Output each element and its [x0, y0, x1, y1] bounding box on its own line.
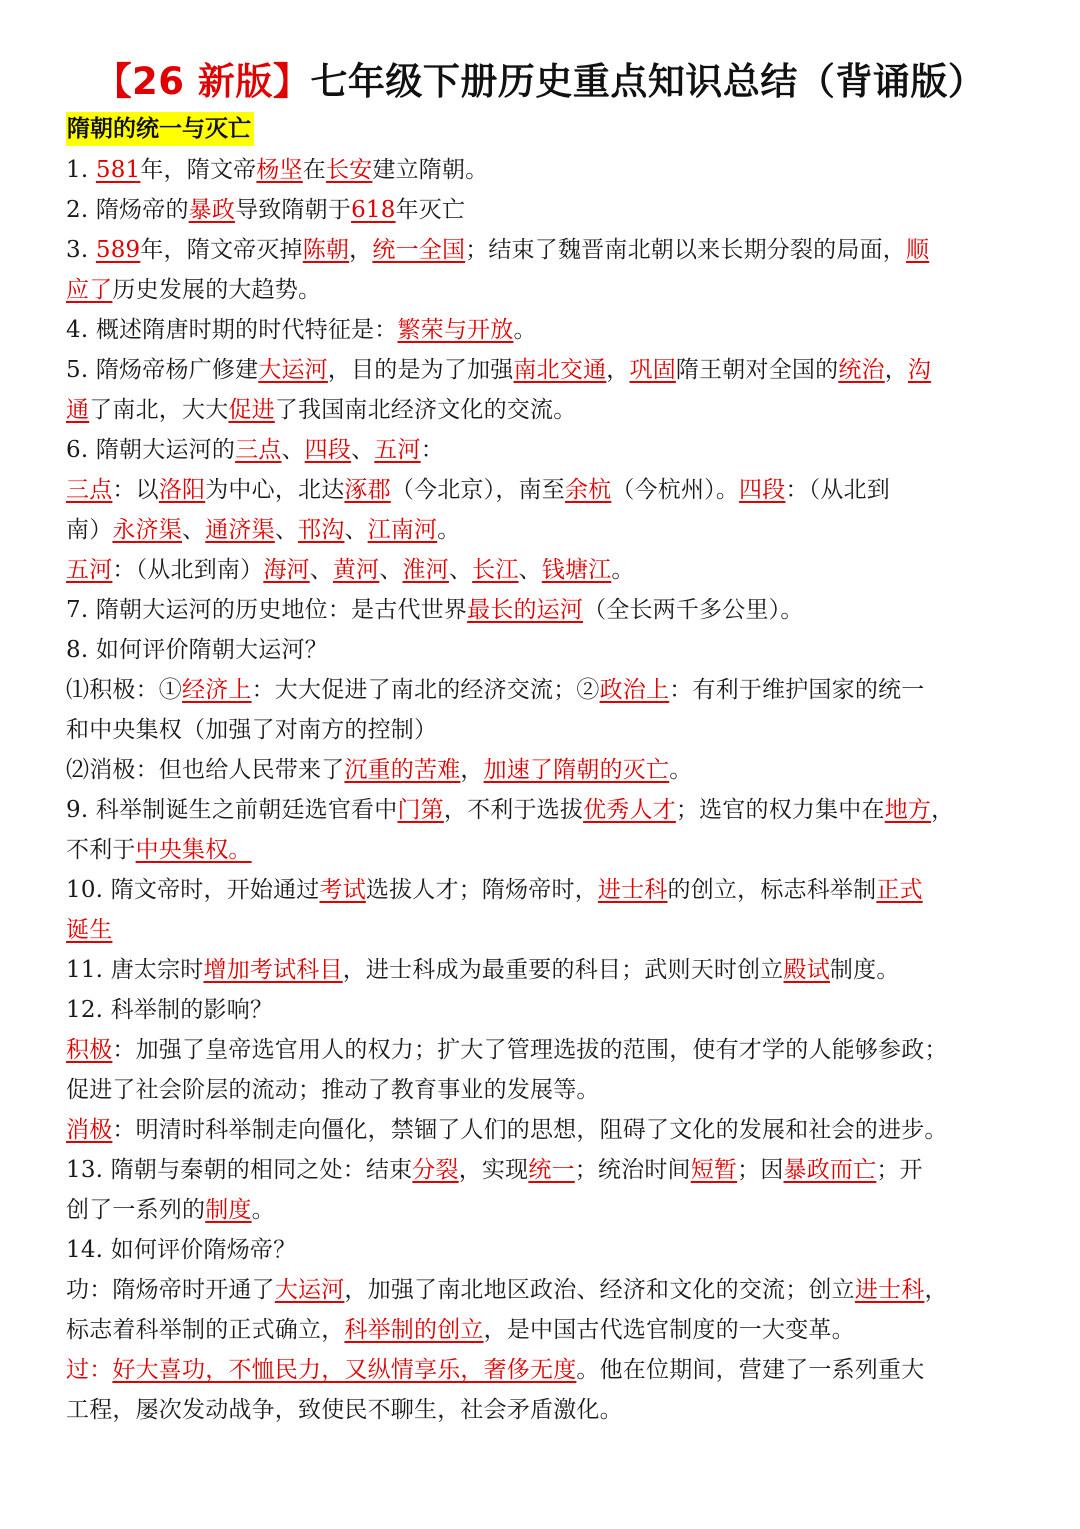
line-text: （全长两千多公里）。 — [583, 597, 804, 623]
key-term: 杨坚 — [256, 157, 303, 183]
key-term: 统一全国 — [372, 237, 466, 263]
key-term: 统治 — [838, 357, 885, 383]
line-text: ⑵消极：但也给人民带来了 — [66, 757, 345, 783]
key-term: 五河 — [66, 557, 113, 583]
line-text: 、 — [274, 517, 299, 543]
line-text: 不利于 — [66, 837, 136, 863]
key-term: 四段 — [739, 477, 786, 503]
key-term: 589 — [95, 237, 141, 263]
line-text: 4. 概述隋唐时期的时代特征是： — [66, 317, 398, 343]
text-line — [66, 350, 1026, 390]
key-term: 殿试 — [783, 957, 830, 983]
line-text: 8. 如何评价隋朝大运河？ — [66, 637, 328, 663]
key-term: 顺 — [906, 237, 930, 263]
key-term: 洛阳 — [158, 477, 206, 503]
key-term: 增加考试科目 — [203, 957, 343, 983]
title-main: 七年级下册历史重点知识总结（背诵版） — [310, 60, 986, 103]
line-text: 了我国南北经济文化的交流。 — [274, 397, 577, 423]
key-term: 诞生 — [66, 917, 113, 943]
key-term: 大运河 — [274, 1277, 345, 1303]
text-line — [66, 310, 1026, 350]
line-text: 和中央集权（加强了对南方的控制） — [66, 717, 438, 743]
line-text: 、 — [182, 517, 206, 543]
key-term: 暴政而亡 — [783, 1157, 877, 1183]
line-text: ：明清时科举制走向僵化，禁锢了人们的思想，阻碍了文化的发展和社会的进步。 — [112, 1117, 948, 1143]
key-term: 海河 — [263, 557, 310, 583]
key-term: 永济渠 — [112, 517, 183, 543]
line-text: 6. 隋朝大运河的 — [66, 437, 236, 463]
line-text: 南） — [66, 517, 113, 543]
text-line — [66, 430, 1026, 470]
key-term: 581 — [95, 157, 141, 183]
key-term: 最长的运河 — [467, 597, 584, 623]
line-text: ， — [460, 757, 484, 783]
text-line — [66, 590, 1026, 630]
text-line — [66, 150, 1026, 190]
line-text: 为中心，北达 — [205, 477, 345, 503]
line-text: ，不利于选拔 — [443, 797, 584, 823]
text-line — [66, 1070, 1026, 1110]
line-text: 、 — [281, 437, 305, 463]
key-term: 陈朝 — [302, 237, 350, 263]
key-term: 618 — [351, 197, 396, 223]
line-text: （今北京），南至 — [390, 477, 565, 503]
line-text: 年，隋文帝灭掉 — [140, 237, 303, 263]
text-line — [66, 1190, 1026, 1230]
line-text: 14. 如何评价隋炀帝？ — [66, 1237, 297, 1263]
line-text: 11. 唐太宗时 — [66, 957, 204, 983]
text-line — [66, 1390, 1026, 1430]
key-term: 短暂 — [690, 1157, 738, 1183]
text-line — [66, 750, 1026, 790]
line-text: 的创立，标志科举制 — [667, 877, 877, 903]
line-text: 。他在位期间，营建了一系列重大 — [576, 1357, 925, 1383]
line-text: ⑴积极：① — [66, 677, 182, 703]
key-term: 繁荣与开放 — [397, 317, 514, 343]
key-term: 加速了隋朝的灭亡 — [483, 757, 670, 783]
line-text: 过： — [66, 1357, 113, 1383]
key-term: 地方 — [884, 797, 932, 823]
line-text: 、 — [351, 437, 375, 463]
text-line — [66, 1030, 1026, 1070]
line-text: 。 — [611, 557, 635, 583]
key-term: 消极 — [66, 1117, 113, 1143]
key-term: 应了 — [66, 277, 113, 303]
key-term: 长安 — [325, 157, 373, 183]
line-text: 了南北，大大 — [89, 397, 229, 423]
key-term: 考试 — [319, 877, 366, 903]
line-text: 、 — [344, 517, 368, 543]
key-term: 进士科 — [854, 1277, 925, 1303]
key-term: 邗沟 — [298, 517, 345, 543]
line-text: 功：隋炀帝时开通了 — [66, 1277, 275, 1303]
line-text: 工程，屡次发动战争，致使民不聊生，社会矛盾激化。 — [66, 1397, 623, 1423]
line-text: ；开 — [876, 1157, 923, 1183]
key-term: 黄河 — [332, 557, 380, 583]
line-text: ：（从北到 — [785, 477, 890, 503]
line-text: ：大大促进了南北的经济交流；② — [251, 677, 600, 703]
line-text: 在 — [302, 157, 326, 183]
key-term: 涿郡 — [344, 477, 391, 503]
key-term: 三点 — [66, 477, 113, 503]
section-heading: 隋朝的统一与灭亡 — [66, 112, 254, 146]
text-line — [66, 950, 1026, 990]
key-term: 进士科 — [597, 877, 668, 903]
line-text: ：有利于维护国家的统一 — [669, 677, 925, 703]
text-line — [66, 1150, 1026, 1190]
key-term: 五河 — [374, 437, 421, 463]
line-text: 。 — [513, 317, 537, 343]
line-text: 导致隋朝于 — [235, 197, 352, 223]
line-text: ；结束了魏晋南北朝以来长期分裂的局面， — [465, 237, 906, 263]
line-text: ，是中国古代选官制度的一大变革。 — [483, 1317, 855, 1343]
text-line — [66, 1310, 1026, 1350]
key-term: 好大喜功，不恤民力，又纵情享乐，奢侈无度 — [112, 1357, 577, 1383]
line-text: ， — [606, 357, 630, 383]
text-line — [66, 270, 1026, 310]
key-term: 暴政 — [188, 197, 236, 223]
line-text: ，进士科成为最重要的科目；武则天时创立 — [342, 957, 784, 983]
key-term: 沉重的苦难 — [344, 757, 461, 783]
key-term: 经济上 — [182, 677, 252, 703]
text-line — [66, 1230, 1026, 1270]
line-text: ：加强了皇帝选官用人的权力；扩大了管理选拔的范围，使有才学的人能够参政； — [112, 1037, 948, 1063]
line-text: ： — [420, 437, 444, 463]
key-term: 分裂 — [412, 1157, 459, 1183]
line-text: 、 — [309, 557, 333, 583]
key-term: 江南河 — [367, 517, 438, 543]
line-text: ，加强了南北地区政治、经济和文化的交流；创立 — [344, 1277, 855, 1303]
line-text: ：（从北到南） — [112, 557, 264, 583]
line-text: ；因 — [737, 1157, 784, 1183]
text-line — [66, 1270, 1026, 1310]
key-term: 统一 — [528, 1157, 575, 1183]
line-text: 12. 科举制的影响？ — [66, 997, 274, 1023]
key-term: 优秀人才 — [583, 797, 676, 823]
line-text: 年，隋文帝 — [140, 157, 257, 183]
line-text: ，目的是为了加强 — [327, 357, 514, 383]
text-line — [66, 230, 1026, 270]
key-term: 政治上 — [599, 677, 670, 703]
line-text: ， — [931, 797, 955, 823]
line-text: 制度。 — [829, 957, 900, 983]
key-term: 三点 — [235, 437, 282, 463]
text-line — [66, 790, 1026, 830]
key-term: 中央集权。 — [135, 837, 252, 863]
key-term: 沟 — [907, 357, 932, 383]
text-line — [66, 670, 1026, 710]
text-line — [66, 550, 1026, 590]
line-text: 。 — [251, 1197, 275, 1223]
line-text: ， — [884, 357, 908, 383]
text-line — [66, 470, 1026, 510]
key-term: 钱塘江 — [541, 557, 612, 583]
key-term: 淮河 — [402, 557, 449, 583]
line-text: ，实现 — [458, 1157, 529, 1183]
line-text: 7. 隋朝大运河的历史地位：是古代世界 — [66, 597, 468, 623]
document-body — [66, 150, 1026, 1430]
page-title — [0, 56, 1080, 108]
text-line — [66, 830, 1026, 870]
key-term: 科举制的创立 — [344, 1317, 484, 1343]
key-term: 通济渠 — [205, 517, 275, 543]
line-text: 2. 隋炀帝的 — [66, 197, 189, 223]
line-text: 建立隋朝。 — [372, 157, 489, 183]
text-line — [66, 190, 1026, 230]
line-text: ， — [349, 237, 373, 263]
line-text: 10. 隋文帝时，开始通过 — [66, 877, 320, 903]
key-term: 正式 — [876, 877, 923, 903]
line-text: ， — [924, 1277, 948, 1303]
key-term: 制度 — [205, 1197, 252, 1223]
line-text: 促进了社会阶层的流动；推动了教育事业的发展等。 — [66, 1077, 600, 1103]
text-line — [66, 1350, 1026, 1390]
line-text: 年灭亡 — [395, 197, 466, 223]
text-line — [66, 990, 1026, 1030]
text-line — [66, 910, 1026, 950]
text-line — [66, 510, 1026, 550]
line-text: 标志着科举制的正式确立， — [66, 1317, 345, 1343]
line-text: 隋王朝对全国的 — [675, 357, 839, 383]
line-text: 创了一系列的 — [66, 1197, 206, 1223]
line-text: 、 — [379, 557, 403, 583]
line-text: 、 — [448, 557, 473, 583]
line-text: 。 — [669, 757, 693, 783]
key-term: 大运河 — [258, 357, 328, 383]
text-line — [66, 1110, 1026, 1150]
key-term: 通 — [66, 397, 90, 423]
line-text: ；统治时间 — [574, 1157, 691, 1183]
key-term: 南北交通 — [513, 357, 607, 383]
text-line — [66, 710, 1026, 750]
line-text: 。 — [437, 517, 461, 543]
line-text: 13. 隋朝与秦朝的相同之处：结束 — [66, 1157, 413, 1183]
line-text: 5. 隋炀帝杨广修建 — [66, 357, 259, 383]
key-term: 长江 — [472, 557, 519, 583]
line-text: 3. — [66, 237, 96, 263]
key-term: 积极 — [66, 1037, 113, 1063]
text-line — [66, 390, 1026, 430]
text-line — [66, 870, 1026, 910]
line-text: ：以 — [112, 477, 159, 503]
key-term: 门第 — [397, 797, 444, 823]
key-term: 四段 — [304, 437, 352, 463]
line-text: 选拔人才；隋炀帝时， — [365, 877, 598, 903]
line-text: 1. — [66, 157, 96, 183]
key-term: 余杭 — [564, 477, 612, 503]
line-text: 、 — [518, 557, 542, 583]
line-text: ；选官的权力集中在 — [675, 797, 885, 823]
key-term: 巩固 — [629, 357, 676, 383]
line-text: 历史发展的大趋势。 — [112, 277, 322, 303]
line-text: 9. 科举制诞生之前朝廷选官看中 — [66, 797, 398, 823]
line-text: （今杭州）。 — [611, 477, 740, 503]
key-term: 促进 — [228, 397, 275, 423]
title-edition-tag: 【26 新版】 — [94, 60, 311, 103]
text-line — [66, 630, 1026, 670]
